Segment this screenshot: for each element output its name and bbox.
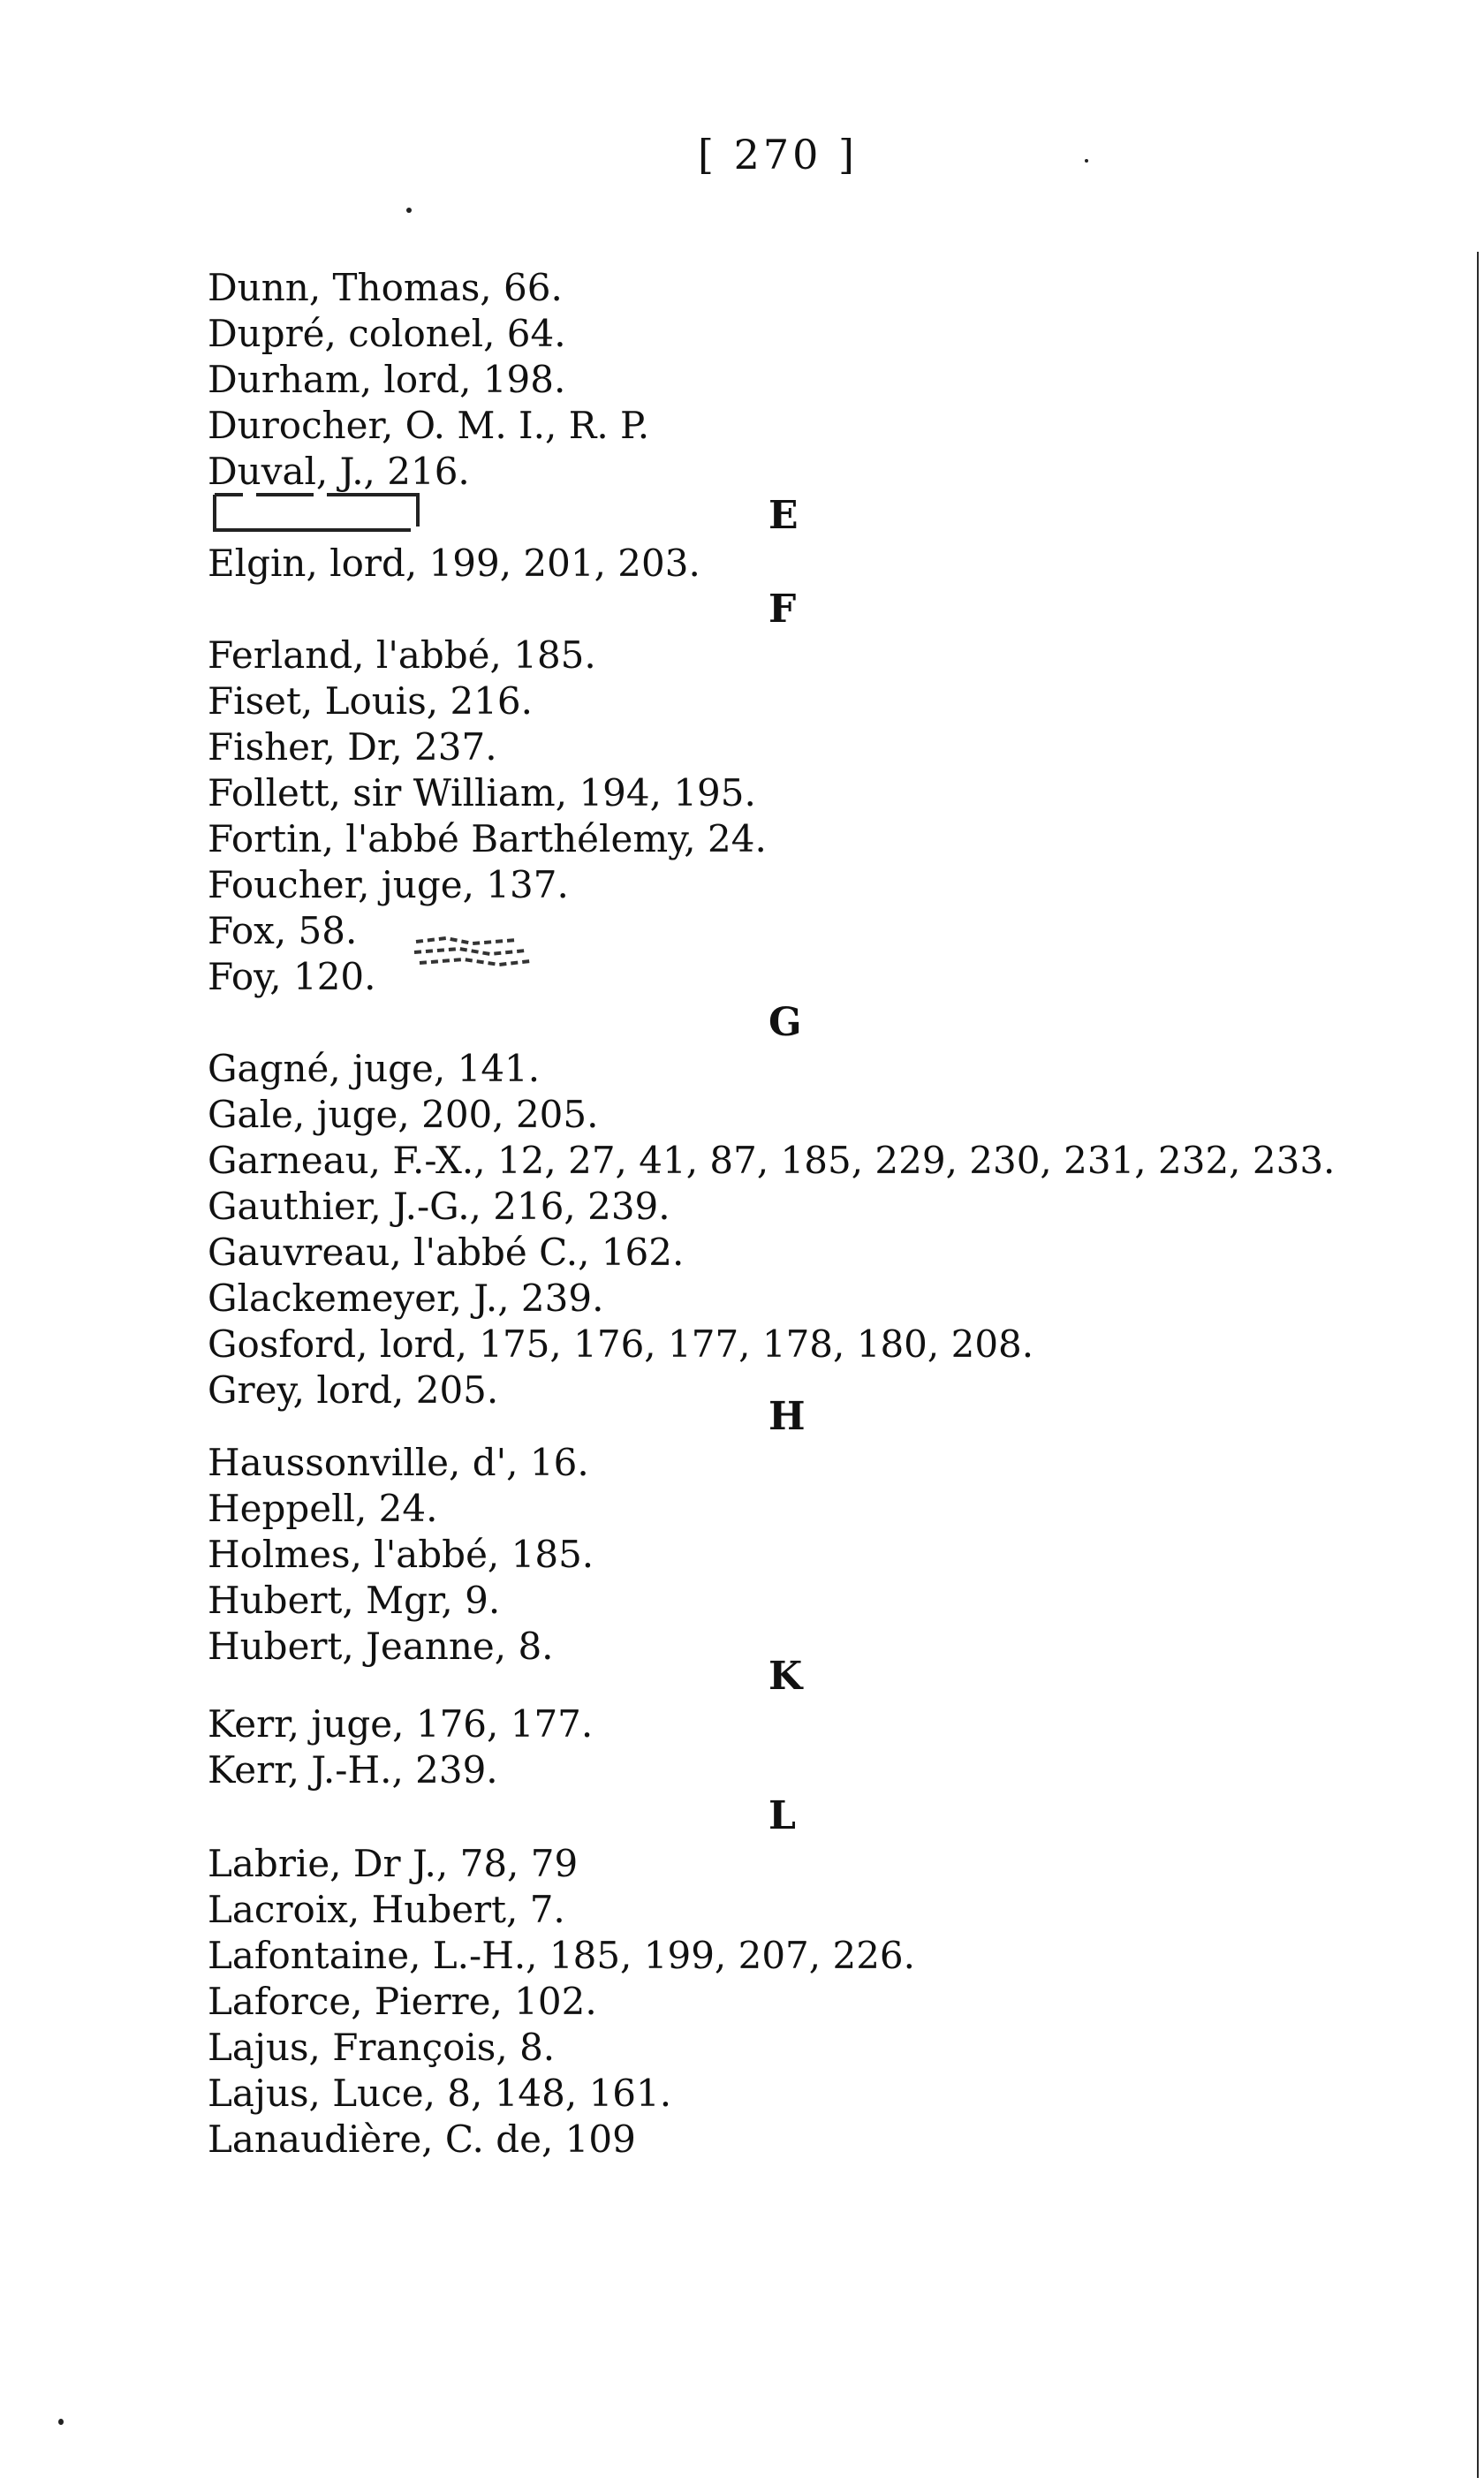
index-entry: Lacroix, Hubert, 7.	[208, 1888, 565, 1931]
index-entry: Fortin, l'abbé Barthélemy, 24.	[208, 817, 767, 860]
index-entry: Fox, 58.	[208, 909, 358, 952]
index-entry: Foucher, juge, 137.	[208, 863, 569, 906]
section-letter: H	[768, 1394, 806, 1439]
scan-speck	[58, 2419, 64, 2425]
page-number: [ 270 ]	[698, 131, 858, 178]
index-entry: Fiset, Louis, 216.	[208, 679, 533, 723]
index-entry: Gagné, juge, 141.	[208, 1047, 541, 1090]
index-entry: Dunn, Thomas, 66.	[208, 266, 563, 309]
index-entry: Grey, lord, 205.	[208, 1368, 499, 1412]
index-entry: Kerr, juge, 176, 177.	[208, 1702, 594, 1746]
index-entry: Durham, lord, 198.	[208, 358, 566, 401]
page-edge-rule	[1477, 252, 1479, 2478]
section-letter: G	[768, 1000, 802, 1045]
index-entry: Lanaudière, C. de, 109	[208, 2118, 636, 2161]
index-entry: Labrie, Dr J., 78, 79	[208, 1842, 579, 1885]
index-entry: Gauvreau, l'abbé C., 162.	[208, 1231, 685, 1274]
index-entry: Hubert, Mgr, 9.	[208, 1579, 501, 1622]
index-entry: Durocher, O. M. I., R. P.	[208, 404, 650, 447]
index-entry: Lajus, Luce, 8, 148, 161.	[208, 2072, 672, 2115]
index-entry: Elgin, lord, 199, 201, 203.	[208, 542, 700, 585]
bracket-smudge	[208, 484, 428, 537]
index-entry: Dupré, colonel, 64.	[208, 312, 566, 355]
index-entry: Laforce, Pierre, 102.	[208, 1980, 597, 2023]
index-entry: Kerr, J.-H., 239.	[208, 1748, 498, 1792]
index-entry: Heppell, 24.	[208, 1487, 438, 1530]
index-entry: Lafontaine, L.-H., 185, 199, 207, 226.	[208, 1934, 915, 1977]
scan-speck	[1085, 159, 1088, 163]
scan-speck	[406, 208, 412, 213]
index-entry: Lajus, François, 8.	[208, 2026, 556, 2069]
index-entry: Hubert, Jeanne, 8.	[208, 1625, 554, 1668]
index-entry: Garneau, F.-X., 12, 27, 41, 87, 185, 229, 230, 231, 232, 233.	[208, 1139, 1336, 1182]
index-entry: Gale, juge, 200, 205.	[208, 1093, 599, 1136]
index-entry: Glackemeyer, J., 239.	[208, 1277, 604, 1320]
index-entry: Haussonville, d', 16.	[208, 1441, 589, 1484]
section-letter: K	[768, 1654, 803, 1699]
index-entry: Foy, 120.	[208, 955, 376, 998]
index-entry: Follett, sir William, 194, 195.	[208, 771, 756, 814]
index-entry: Fisher, Dr, 237.	[208, 725, 497, 769]
index-entry: Duval, J., 216.	[208, 450, 470, 493]
ink-smudge	[411, 929, 534, 982]
index-entry: Holmes, l'abbé, 185.	[208, 1533, 594, 1576]
section-letter: E	[768, 493, 799, 538]
index-entry: Gauthier, J.-G., 216, 239.	[208, 1185, 670, 1228]
index-entry: Gosford, lord, 175, 176, 177, 178, 180, 208.	[208, 1322, 1034, 1366]
index-entry: Ferland, l'abbé, 185.	[208, 633, 596, 677]
section-letter: L	[768, 1793, 796, 1838]
section-letter: F	[768, 587, 797, 632]
